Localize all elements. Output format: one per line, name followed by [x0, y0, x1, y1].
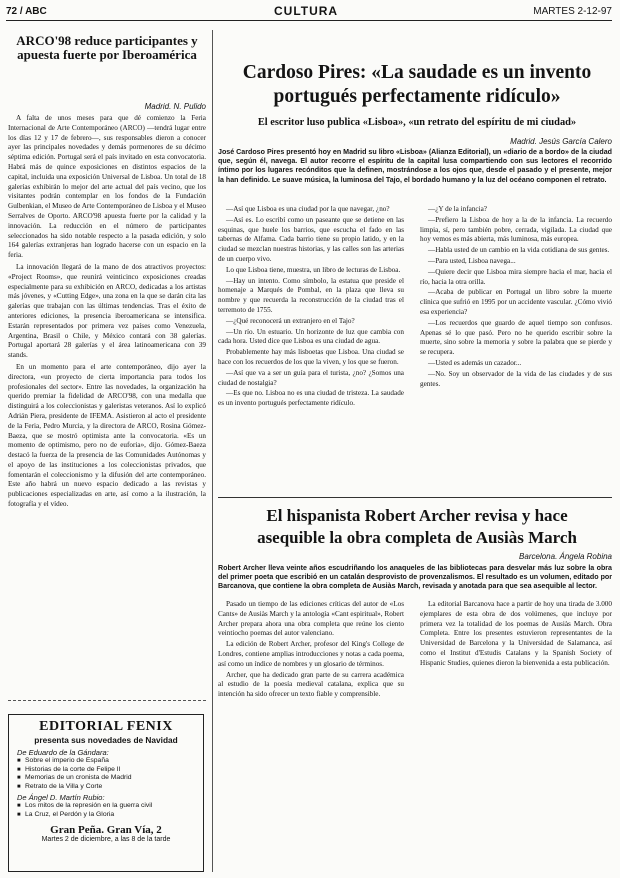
ad-book-item: ■ Los mitos de la represión en la guerra civil — [17, 802, 195, 811]
article-lead: José Cardoso Pires presentó hoy en Madrid su libro «Lisboa» (Alianza Editorial), un «diario de a bordo» de la ciudad que, según él, navega. El autor recorre el espíritu de la capital lusa compartiendo con sus lectores el recorrido íntimo por los lugares recónditos que la definen, mostrándose a los ojos que, desde el pasado y el presente, mejor la han definido. Le suave música, la luminosa del Tajo, el bordado humano y la luz del océano componen el retrato. — [218, 148, 612, 184]
bottom-headline-line-1: El hispanista Robert Archer revisa y hace — [266, 506, 568, 525]
paragraph: —Quiere decir que Lisboa mira siempre hacia el mar, hacia el río, hacia la otra orilla. — [420, 267, 612, 286]
article-byline: Madrid. Jesús García Calero — [510, 137, 612, 146]
paragraph: —Los recuerdos que guardo de aquel tiempo son confusos. Apenas sé lo que pasó. Pero no he querido escribir sobre la muerte, sino sobre la memoria y sobre la palabra que se pierde y se recupera. — [420, 318, 612, 357]
ad-book-item: ■ Historias de la corte de Felipe II — [17, 766, 195, 775]
article-column-2 — [420, 205, 612, 390]
publisher-advertisement — [8, 714, 204, 872]
bottom-headline-line-2: asequible la obra completa de Ausiàs March — [257, 528, 577, 547]
article-column-1 — [218, 205, 404, 410]
left-article-body — [8, 114, 206, 512]
column-divider — [212, 30, 213, 872]
issue-date: MARTES 2-12-97 — [533, 6, 612, 17]
ad-date: Martes 2 de diciembre, a las 8 de la tarde — [41, 835, 171, 843]
bottom-article-column-2 — [420, 600, 612, 670]
page-number: 72 / ABC — [6, 6, 47, 17]
paragraph: —Acaba de publicar en Portugal un libro sobre la muerte clínica que sufrió en 1995 por un accidente vascular. ¿Cómo vivió esa experiencia? — [420, 288, 612, 316]
bottom-article-lead: Robert Archer lleva veinte años escudriñando los anaqueles de las bibliotecas para desvelar más luz sobre la obra del primer poeta que escribió en un catalán desprovisto de provenzalismos. El resultado es un volumen, editado por Barcanova, que contiene la obra completa de Ausiàs March, revisada y anotada para que sea asequible al lector. — [218, 564, 612, 591]
left-column-divider — [8, 700, 206, 701]
left-article-title: ARCO'98 reduce participantes y apuesta fuerte por Iberoamérica — [16, 33, 198, 62]
paragraph: —No. Soy un observador de la vida de las ciudades y de sus gentes. — [420, 369, 612, 388]
paragraph: —Hay un intento. Como símbolo, la estatua que preside el homenaje a Marqués de Pombal, en la plaza que lleva su nombre y que recuerda la reconstrucción de la ciudad tras el terremoto de 1755. — [218, 276, 404, 314]
section-title: CULTURA — [274, 4, 339, 18]
paragraph: Pasado un tiempo de las ediciones críticas del autor de «Los Cants» de Ausiàs March y la antología «Cant espiritual», Robert Archer prepara ahora una obra completa que reúne los ciento veintiocho poemas del autor valenciano. — [218, 600, 404, 638]
ad-venue: Gran Peña. Gran Vía, 2 — [50, 823, 162, 836]
ad-author-label: De Eduardo de la Gándara: — [17, 748, 109, 757]
paragraph: —Para usted, Lisboa navega... — [428, 256, 516, 265]
paragraph: —Es que no. Lisboa no es una ciudad de tristeza. La saudade es un invento portugués perfectamente ridículo. — [218, 389, 404, 408]
paragraph: —Así que va a ser un guía para el turista, ¿no? ¿Somos una ciudad de nostalgia? — [218, 368, 404, 387]
paragraph: —¿Y de la infancia? — [428, 205, 487, 213]
ad-title: EDITORIAL FENIX — [39, 719, 173, 734]
paragraph: Probablemente hay más lisboetas que Lisboa. Una ciudad se hace con los recuerdos de los que la viven, y los que se fueron. — [218, 348, 404, 366]
left-article-byline: Madrid. N. Pulido — [144, 102, 206, 111]
paragraph: La editorial Barcanova hace a partir de hoy una tirada de 3.000 ejemplares de esta obra de dos volúmenes, que incluye por primera vez la totalidad de los poemas de Ausiàs March. Obra Completa. Entre los presentes estuvieron representantes de la Universidad de Barcelona y la Universidad de Salamanca, así como el Institut d'Estudis Catalans y la Spanish Society of Hispanic Studies, quienes dieron la bienvenida a esta publicación. — [420, 600, 612, 667]
paragraph: —Un río. Un estuario. Un horizonte de luz que cambia con cada hora. Usted dice que Lisboa es una ciudad de agua. — [218, 327, 404, 346]
headline-line-2: portugués perfectamente ridículo» — [273, 86, 561, 107]
paragraph: —Así que Lisboa es una ciudad por la que navegar, ¿no? — [226, 205, 390, 213]
paragraph: —Usted es además un cazador... — [428, 358, 522, 367]
paragraph: Archer, que ha dedicado gran parte de su carrera académica al estudio de la poesía medieval catalana, explica que su intención ha sido ofrecer un texto fiable y comprensible. — [218, 670, 404, 699]
ad-subtitle: presenta sus novedades de Navidad — [34, 735, 178, 745]
ad-book-item: ■ Memorias de un cronista de Madrid — [17, 774, 195, 783]
ad-book-item: ■ Sobre el imperio de España — [17, 757, 195, 766]
bottom-article-byline: Barcelona. Ángela Robina — [519, 552, 612, 561]
ad-book-item: ■ Retrato de la Villa y Corte — [17, 783, 195, 792]
paragraph: —¿Qué reconocerá un extranjero en el Tajo? — [226, 316, 355, 325]
bottom-article-column-1 — [218, 600, 404, 701]
ad-author-label: De Ángel D. Martín Rubio: — [17, 793, 105, 803]
article-divider — [218, 497, 612, 498]
paragraph: Lo que Lisboa tiene, muestra, un libro de lecturas de Lisboa. — [226, 265, 401, 274]
paragraph: La edición de Robert Archer, profesor del King's College de Londres, contiene amplias introducciones y notas a cada poema, así como un índice de nombres y un glosario de términos. — [218, 640, 404, 668]
paragraph: —Así es. Lo escribí como un paseante que se detiene en las esquinas, que huele los barrios, que escucha el fado en las tabernas de Alfama. Cada barrio tiene su propio latido, y en la ciudad se mezclan nuestras historias, y las calles son las arterias de un cuerpo vivo. — [218, 215, 404, 263]
article-deck: El escritor luso publica «Lisboa», «un retrato del espíritu de mi ciudad» — [257, 117, 577, 128]
headline-line-1: Cardoso Pires: «La saudade es un invento — [242, 62, 592, 83]
ad-book-item: ■ La Cruz, el Perdón y la Gloria — [17, 811, 195, 820]
paragraph: A falta de unos meses para que dé comienzo la Feria Internacional de Arte Contemporáneo (ARCO) —tendrá lugar entre los días 12 y 17 de febrero—, sus responsables dieron a conocer ayer las principales novedades y demás pormenores de su décimo séptima edición. Portugal será el país invitado en esta convocatoria. Habrá más de quince exposiciones en distintos espacios de la capital, incluida una exposición Universal de Lisboa. Un total de 18 galerías exhibirán lo mejor del arte actual del país vecino, que los visitantes podrán contemplar en los fondos de la Fundación Gulbenkian, el Museo de Arte Contemporáneo de Lisboa y el Museo Serralves de Oporto. ARCO'98 apuesta fuerte por la calidad y la innovación. La reducción en el número de participantes seleccionados ha sido notable respecto a la pasada edición, y solo 164 galerías extranjeras han logrado hacerse con un espacio en la feria. — [8, 114, 206, 260]
paragraph: —Habla usted de un cambio en la vida cotidiana de sus gentes. — [428, 246, 610, 255]
paragraph: La innovación llegará de la mano de dos atractivos proyectos: «Project Rooms», que reunirá veinticinco exposiciones creadas especialmente para su exhibición en ARCO, dedicadas a los artistas más jóvenes, y «Cutting Edge», una zona en la que se darán cita las galerías que trabajan con las últimas tendencias. Tras el éxito de anteriores ediciones, la presencia iberoamericana se intensifica. Estarán representados por primera vez países como Venezuela, Argentina, Brasil o Chile, y México contará con 38 galerías. Portugal aportará 28 galerías y el área latinoamericana con 39 stands. — [8, 262, 206, 360]
header-rule — [6, 20, 612, 21]
paragraph: En un momento para el arte contemporáneo, dijo ayer la directora, «un proyecto de cierta importancia para todos los profesionales del sector». Entre las novedades, la organización ha querido premiar la fidelidad de ARCO'98, con una medalla que distinguirá a los coleccionistas y galeristas veteranos. Así lo explicó Adrián Piera, presidente de IFEMA. Asistieron al acto el presidente de la Feria, Pedro Murcia, y la directora de ARCO, Rosina Gómez-Baeza, que se mostró optimista ante la convocatoria. «Es un momento de optimismo, pero no de euforia», dijo. Gómez-Baeza destacó la fuerza de la presencia de las Comunidades Autónomas y el apoyo de las instituciones a los coleccionistas privados, que fomentarán el coleccionismo y la difusión del arte contemporáneo. Este año habrá un nuevo espacio dedicado a las revistas y publicaciones especializadas en arte, así como a la ilustración, la fotografía y el vídeo. — [8, 362, 206, 509]
paragraph: —Prefiero la Lisboa de hoy a la de la infancia. La recuerdo limpia, sí, pero también pobre, cerrada, vigilada. La ciudad que hoy vemos es más abierta, más luminosa, más europea. — [420, 215, 612, 244]
